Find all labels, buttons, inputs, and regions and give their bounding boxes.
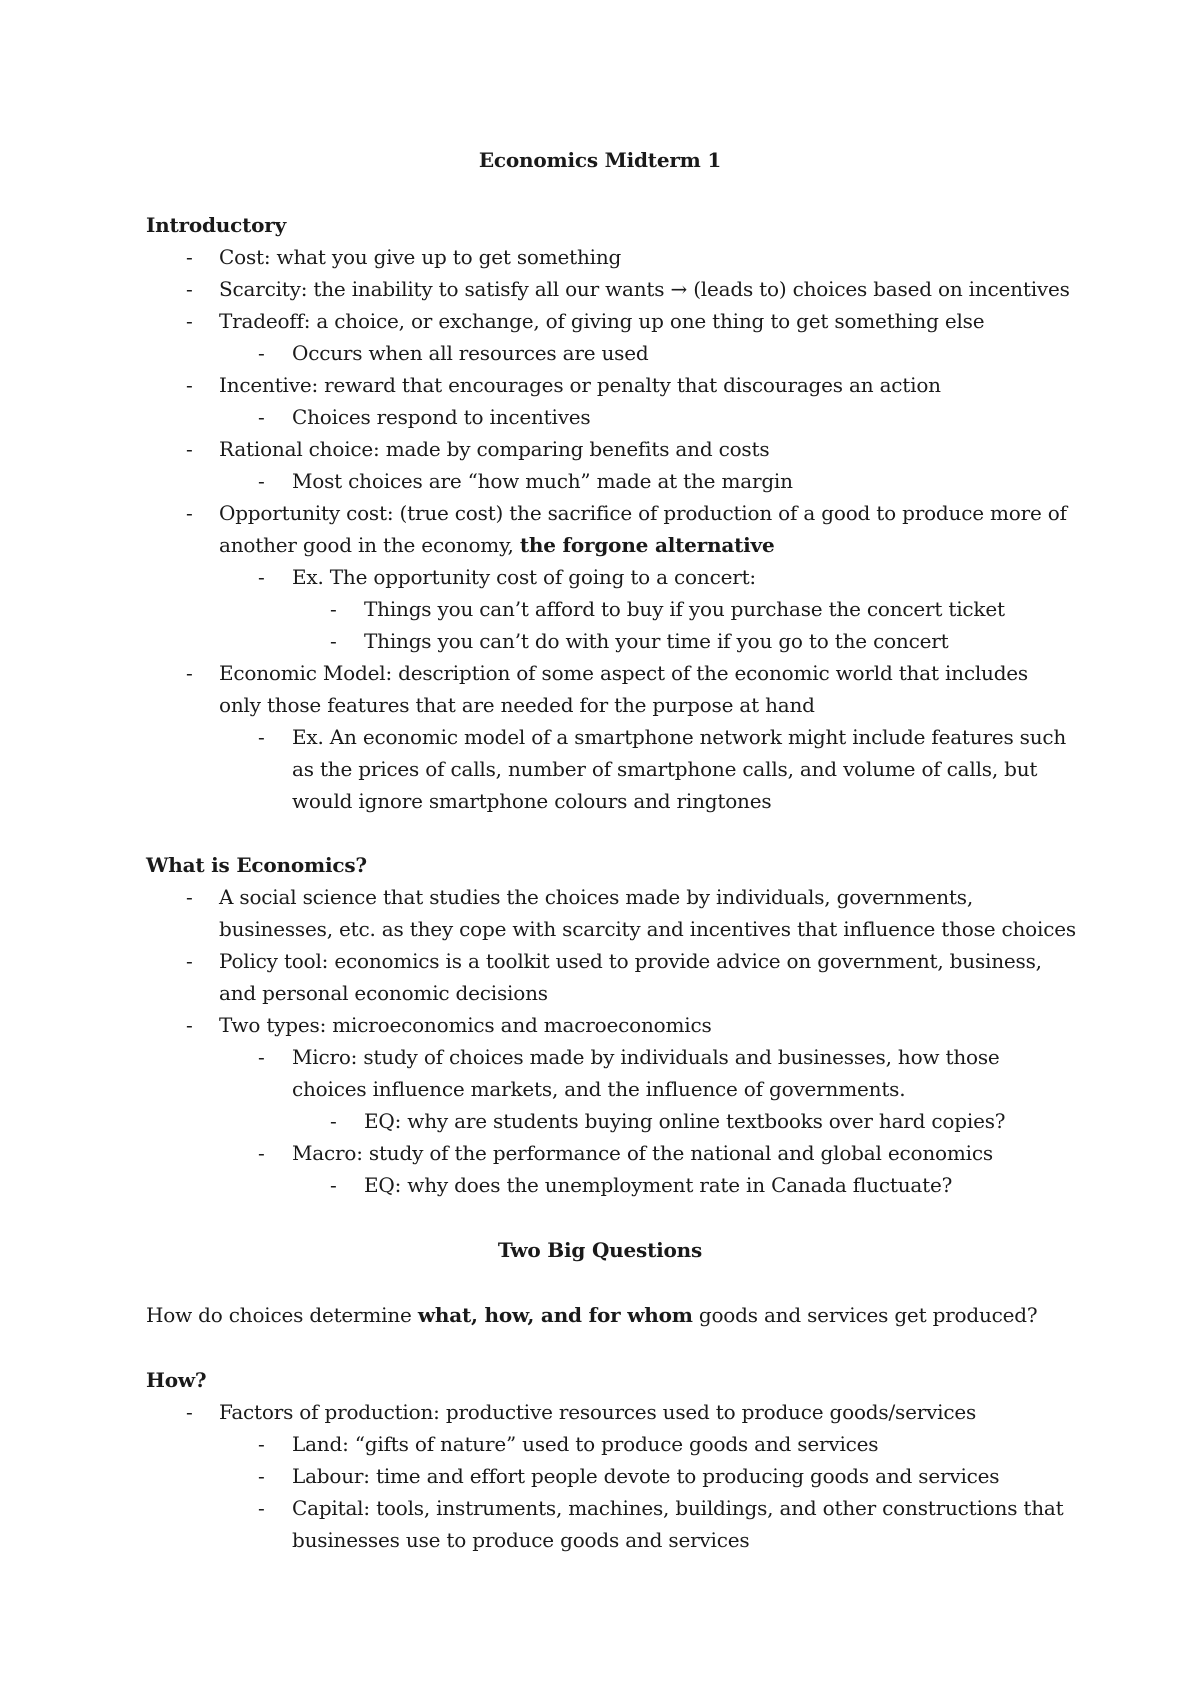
question-paragraph [146, 1303, 1037, 1327]
bullet-dash: - [186, 245, 193, 269]
bullet-dash: - [258, 405, 265, 429]
bullet-dash: - [186, 501, 193, 525]
list-item: Things you can’t afford to buy if you purchase the concert ticket [364, 597, 1005, 621]
list-item: Choices respond to incentives [292, 405, 591, 429]
bullet-dash: - [258, 1045, 265, 1069]
bullet-dash: - [186, 1400, 193, 1424]
bullet-dash: - [330, 1173, 337, 1197]
bullet-dash: - [186, 373, 193, 397]
list-item-continuation: as the prices of calls, number of smartphone calls, and volume of calls, but [292, 757, 1038, 781]
list-item: A social science that studies the choices made by individuals, governments, [219, 885, 973, 909]
bullet-dash: - [186, 437, 193, 461]
bullet-dash: - [186, 661, 193, 685]
text-span: another good in the economy, [219, 533, 520, 557]
bullet-dash: - [258, 469, 265, 493]
list-item: Scarcity: the inability to satisfy all our wants → (leads to) choices based on incentives [219, 277, 1070, 301]
list-item-continuation: businesses use to produce goods and services [292, 1528, 750, 1552]
bullet-dash: - [258, 1496, 265, 1520]
list-item: Rational choice: made by comparing benefits and costs [219, 437, 770, 461]
bullet-dash: - [330, 597, 337, 621]
text-span: goods and services get produced? [692, 1303, 1038, 1327]
list-item: Opportunity cost: (true cost) the sacrifice of production of a good to produce more of [219, 501, 1067, 525]
list-item: Micro: study of choices made by individuals and businesses, how those [292, 1045, 1000, 1069]
list-item: Occurs when all resources are used [292, 341, 649, 365]
bullet-dash: - [258, 565, 265, 589]
list-item: Two types: microeconomics and macroeconomics [219, 1013, 712, 1037]
list-item: Ex. An economic model of a smartphone network might include features such [292, 725, 1067, 749]
bullet-dash: - [186, 885, 193, 909]
list-item: Policy tool: economics is a toolkit used to provide advice on government, business, [219, 949, 1042, 973]
bullet-dash: - [258, 341, 265, 365]
list-item: Land: “gifts of nature” used to produce goods and services [292, 1432, 879, 1456]
list-item: Ex. The opportunity cost of going to a concert: [292, 565, 756, 589]
bullet-dash: - [330, 1109, 337, 1133]
section-heading-what-is-economics: What is Economics? [146, 853, 367, 877]
list-item: Tradeoff: a choice, or exchange, of giving up one thing to get something else [219, 309, 985, 333]
list-item: Labour: time and effort people devote to producing goods and services [292, 1464, 1000, 1488]
bullet-dash: - [258, 725, 265, 749]
section-heading-two-big-questions: Two Big Questions [497, 1238, 703, 1262]
list-item: Macro: study of the performance of the national and global economics [292, 1141, 993, 1165]
bullet-dash: - [258, 1464, 265, 1488]
page-title: Economics Midterm 1 [478, 148, 722, 172]
bullet-dash: - [186, 309, 193, 333]
list-item: Factors of production: productive resources used to produce goods/services [219, 1400, 977, 1424]
bullet-dash: - [258, 1432, 265, 1456]
bullet-dash: - [186, 1013, 193, 1037]
bullet-dash: - [186, 277, 193, 301]
list-item: Most choices are “how much” made at the margin [292, 469, 793, 493]
bold-phrase: what, how, and for whom [417, 1303, 693, 1327]
list-item-continuation: businesses, etc. as they cope with scarcity and incentives that influence those choices [219, 917, 1076, 941]
list-item: Capital: tools, instruments, machines, buildings, and other constructions that [292, 1496, 1064, 1520]
bullet-dash: - [258, 1141, 265, 1165]
list-item-continuation [219, 533, 774, 557]
list-item: EQ: why are students buying online textbooks over hard copies? [364, 1109, 1006, 1133]
list-item-continuation: only those features that are needed for the purpose at hand [219, 693, 815, 717]
list-item: Cost: what you give up to get something [219, 245, 622, 269]
section-heading-introductory: Introductory [146, 213, 287, 237]
section-heading-how: How? [146, 1368, 207, 1392]
list-item-continuation: would ignore smartphone colours and ringtones [292, 789, 772, 813]
bold-phrase: the forgone alternative [519, 533, 775, 557]
list-item: Incentive: reward that encourages or penalty that discourages an action [219, 373, 941, 397]
list-item: EQ: why does the unemployment rate in Canada fluctuate? [364, 1173, 953, 1197]
text-span: How do choices determine [146, 1303, 418, 1327]
list-item: Things you can’t do with your time if you go to the concert [364, 629, 949, 653]
list-item: Economic Model: description of some aspect of the economic world that includes [219, 661, 1028, 685]
bullet-dash: - [186, 949, 193, 973]
list-item-continuation: choices influence markets, and the influence of governments. [292, 1077, 906, 1101]
list-item-continuation: and personal economic decisions [219, 981, 548, 1005]
bullet-dash: - [330, 629, 337, 653]
